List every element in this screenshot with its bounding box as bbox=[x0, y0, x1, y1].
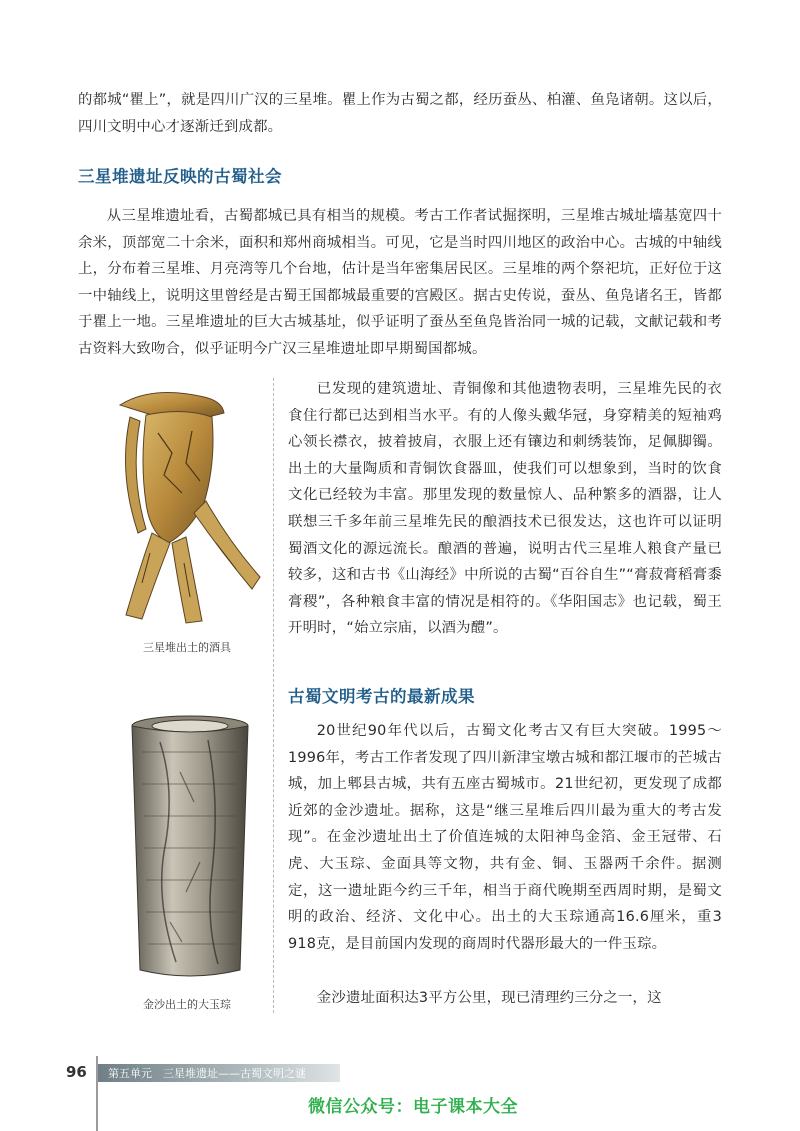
figure-wine-vessel bbox=[112, 383, 262, 625]
footer-unit-bar bbox=[96, 1056, 342, 1086]
footer-unit-title: 第五单元 三星堆遗址——古蜀文明之谜 bbox=[108, 1067, 306, 1080]
section1-paragraph-1: 从三星堆遗址看，古蜀都城已具有相当的规模。考古工作者试掘探明，三星堆古城址墙基宽四十余米，顶部宽二十余米，面积和郑州商城相当。可见，它是当时四川地区的政治中心。古城的中轴线上，分布着三星堆、月亮湾等几个台地，估计是当年密集居民区。三星堆的两个祭祀坑，正好位于这一中轴线上，说明这里曾经是古蜀王国都城最重要的宫殿区。据古史传说，蚕丛、鱼凫诸名王，皆都于瞿上一地。三星堆遗址的巨大古城基址，似乎证明了蚕丛至鱼凫皆治同一城的记载，文献记载和考古资料大致吻合，似乎证明今广汉三星堆遗址即早期蜀国都城。 bbox=[78, 208, 722, 357]
figure-1-caption: 三星堆出土的酒具 bbox=[143, 641, 231, 654]
wine-vessel-illustration bbox=[112, 383, 262, 625]
page-number: 96 bbox=[66, 1063, 87, 1081]
section-heading-latest-findings: 古蜀文明考古的最新成果 bbox=[288, 687, 475, 706]
column-divider bbox=[273, 378, 274, 1013]
figure-jade-cong bbox=[120, 712, 260, 982]
watermark-text: 微信公众号：电子课本大全 bbox=[308, 1097, 518, 1117]
section-heading-sanxingdui-society: 三星堆遗址反映的古蜀社会 bbox=[78, 167, 282, 186]
figure-2-caption: 金沙出土的大玉琮 bbox=[143, 998, 231, 1011]
footer-divider bbox=[96, 1086, 98, 1131]
intro-paragraph: 的都城“瞿上”，就是四川广汉的三星堆。瞿上作为古蜀之都，经历蚕丛、柏灌、鱼凫诸朝。这以后，四川文明中心才逐渐迁到成都。 bbox=[78, 92, 722, 135]
section1-paragraph-2: 已发现的建筑遗址、青铜像和其他遗物表明，三星堆先民的衣食住行都已达到相当水平。有的人像头戴华冠，身穿精美的短袖鸡心领长襟衣，披着披肩，衣服上还有镶边和刺绣装饰，足佩脚镯。出土的大量陶质和青铜饮食器皿，使我们可以想象到，当时的饮食文化已经较为丰富。那里发现的数量惊人、品种繁多的酒器，让人联想三千多年前三星堆先民的酿酒技术已很发达，这也许可以证明蜀酒文化的源远流长。酿酒的普遍，说明古代三星堆人粮食产量已较多，这和古书《山海经》中所说的古蜀“百谷自生”“膏菽膏稻膏黍膏稷”，各种粮食丰富的情况是相符的。《华阳国志》也记载，蜀王开明时，“始立宗庙，以酒为醴”。 bbox=[288, 381, 722, 637]
section2-paragraph-1: 20世纪90年代以后，古蜀文化考古又有巨大突破。1995～1996年，考古工作者发现了四川新津宝墩古城和都江堰市的芒城古城，加上郫县古城，共有五座古蜀城市。21世纪初，更发现了成都近郊的金沙遗址。据称，这是“继三星堆后四川最为重大的考古发现”。在金沙遗址出土了价值连城的太阳神鸟金箔、金王冠带、石虎、大玉琮、金面具等文物，共有金、铜、玉器两千余件。据测定，这一遗址距今约三千年，相当于商代晚期至西周时期，是蜀文明的政治、经济、文化中心。出土的大玉琮通高16.6厘米，重3 918克，是目前国内发现的商周时代器形最大的一件玉琮。 bbox=[288, 723, 722, 952]
section2-paragraph-2: 金沙遗址面积达3平方公里，现已清理约三分之一，这 bbox=[316, 990, 662, 1006]
jade-cong-illustration bbox=[120, 712, 260, 982]
